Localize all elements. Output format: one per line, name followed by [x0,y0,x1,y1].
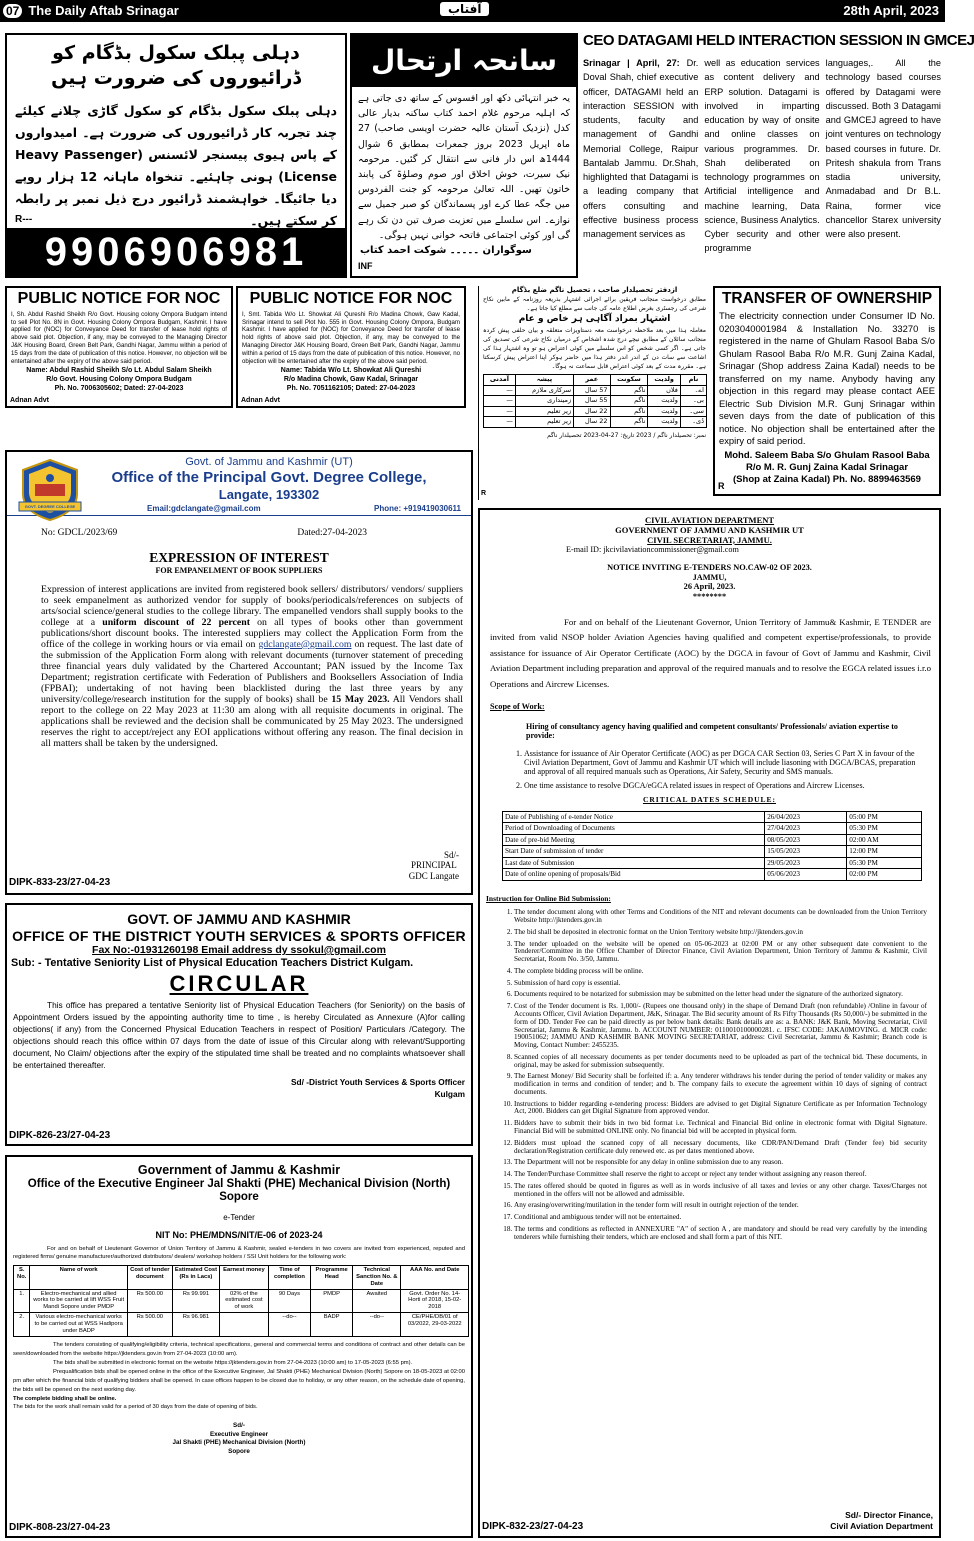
youth-signature [7,1071,471,1100]
phe-table-cell: PMDP [311,1289,353,1312]
noc1-body: I, Sh. Abdul Rashid Sheikh R/o Govt. Housing colony Ompora Budgam intend to sell Plot No. 8N in Govt. Housing Colony Ompora Budgam, Kashmir. I have applied for (NOC) for Conveyance Deed for transfer of lease hold rights of above said plot. Objection, if any, may be conveyed to the Managing Director J&K Housing Board, Green Belt Park, Gandhi Nagar, Jammu within a period of 15 days from the date of publication of this notice. However, no objection will be entertained after the expiry of the above said period. [11,310,227,365]
page-number: 07 [3,4,22,18]
phe-table-header-cell: Earnest money [220,1266,269,1289]
ca-scope-item: 2. One time assistance to resolve DGCA/eGCA related issues in respect of Operations and Aircrew Licenses. [524,781,927,790]
eoi-dipk: DIPK-833-23/27-04-23 [9,877,111,889]
noc2-title: PUBLIC NOTICE FOR NOC [249,290,453,307]
obituary-signature: سوگواران ۔۔۔۔۔ شوکت احمد کتاب [360,245,532,256]
ca-instruction-item: 2. The bid shall be deposited in electronic format on the Union Territory website http://jktenders.gov.in [514,929,927,937]
tehsildar-table-header-cell: سکونت [610,374,648,385]
noc2-agency: Adnan Advt [241,396,281,404]
ca-dept: CIVIL AVIATION DEPARTMENT [644,515,775,525]
ca-instruction-item: 10. Instructions to bidder regarding e-tendering process: Bidders are advised to get Digital Signature Certificate as per Information Technology Act, 2000. Bidders can get Digital Signature from approved vendor. [514,1101,927,1117]
ca-instruction-item: 18. The terms and conditions as reflected in ANNEXURE "A" of section A , are mandatory and should be read very carefully by the intending tenderers while furnishing their tenders, which are enclosed and shall form a part of this NIT. [514,1226,927,1242]
noc2-sign [238,367,464,393]
ca-instruction-item: 14. The Tender/Purchase Committee shall reserve the right to accept or reject any tender without assigning any reason thereof. [514,1171,927,1179]
tehsildar-table-cell: ناگم [610,385,648,396]
tehsildar-table-header-cell: ولدیت [648,374,681,385]
dps-ref: R--- [15,214,33,226]
tehsildar-title: اشتہار بمراد آگاہی ہر خاص و عام [518,314,671,325]
phe-table-cell: 02% of the estimated cost of work [220,1289,269,1312]
tehsildar-table-cell: ولدیت [648,417,681,428]
youth-govt: GOVT. OF JAMMU AND KASHMIR [127,911,351,927]
phe-sign-place: Sopore [228,1447,250,1455]
ca-schedule-row [503,846,922,857]
phe-etender: e-Tender [223,1212,255,1222]
eoi-office: Office of the Principal Govt. Degree College, [111,468,427,486]
ca-schedule-cell: 12:00 PM [847,846,922,857]
eoi-discount: uniform discount of 22 percent [102,616,250,628]
eoi-phone: Phone: +919419030611 [374,503,461,513]
ca-schedule-cell: 05:00 PM [847,811,922,822]
ca-schedule-cell: 02:00 PM [847,869,922,880]
noc1-sign [7,367,231,393]
tehsildar-table-cell: 22 سال [574,417,610,428]
masthead-bar [0,0,945,22]
phe-table-cell: Govt. Order No. 14-Horti of 2018, 15-02-2018 [401,1289,469,1312]
phe-table-cell: CE/PHE/DB/01 of 03/2022, 29-03-2022 [401,1313,469,1336]
phe-table-header-cell: S. No. [14,1266,30,1289]
youth-dipk: DIPK-826-23/27-04-23 [9,1130,111,1142]
tehsildar-body: معاملہ ہذا میں بعد ملاحظہ درخواست معہ دستاویزات متعلقہ و بیان حلفی پیش کردہ منجانب سائلان کے مطابق نیچے درج شدہ اشخاص کے درمیان نکاح شرعی کی تصدیق کی جاتی ہے۔ اگر کسی شخص کو اس سلسلے میں کوئی اعتراض ہو تو وہ اشتہار ہذا کی اشاعت سے سات دن کے اندر اندر دفتر ہذا میں حاضر ہوکر اپنا اعتراض پیش کرسکتا ہے۔ مقررہ مدت کے بعد کوئی اعتراض قابل سماعت نہ ہوگا۔ [483,326,706,370]
ca-schedule-row [503,811,922,822]
ca-schedule-cell: 26/04/2023 [765,811,847,822]
ca-city: JAMMU, [692,572,727,582]
tehsildar-table-row [484,406,707,417]
ca-govt: GOVERNMENT OF JAMMU AND KASHMIR UT [615,524,804,535]
tehsildar-table [483,374,707,428]
noc-notice-2 [236,286,466,408]
eoi-dated: Dated:27-04-2023 [297,528,367,539]
transfer-sign-name: Mohd. Saleem Baba S/o Ghulam Rasool Baba [724,449,930,461]
phe-table-header-cell: Programme Head [311,1266,353,1289]
ca-schedule-cell: 05:30 PM [847,823,922,834]
tehsildar-table-cell: ولدیت [648,406,681,417]
noc-notice-1 [5,286,233,408]
college-logo [15,456,85,524]
ca-instruction-item: 8. Scanned copies of all necessary documents as per tender documents need to be uploaded as part of the technical bid. These documents, in original, may be asked for submission subsequently. [514,1054,927,1070]
ca-instruction-item: 7. Cost of the Tender document is Rs. 1,000/- (Rupees one thousand only) in the shape of Demand Draft (non refundable) /Online in favour of Accounts Officer, Civil Aviation Department, J&K, Srinagar. The Bid security amount of Rs Fifty Thousands (Rs 50,000/-) be submitted in the form of DD. Tender Fee can be paid directly as per below bank details: Bank details are as: a. BANK: J&K Bank, Moving Secretariat, Civil Secretariat, Jammu & Kashmir, Jammu. b. ACCOUNT NUMBER: 0110010100000281. c. IFSC CODE: JAKA0MOVING. d. MICR code: 190051062; JAMMU AND KASHMIR BANK MOVING SECRETARIAT, address: Civil Secretariat, Jammu & Kashmir; Branch code is Moving, Contact Number: 2455235. [514,1003,927,1050]
phe-table-header [14,1266,469,1289]
ca-intro: For and on behalf of the Lieutenant Governor, Union Territory of Jammu& Kashmir, E TENDER are invited from valid NSOP holder Aviation Agencies having qualified and competent expertise/professionals, to provide assistance for issuance of Air Operator Certificate (AOC) by the DGCA in favour of Govt of Jammu and Kashmir, Civil Aviation Department including preparation and approval of the required manuals and to resolve the EGCA related issues i.r.o Operations and Aircrew Licenses. [490,617,931,689]
phe-table-cell: BADP [311,1313,353,1336]
phe-office: Office of the Executive Engineer Jal Shakti (PHE) Mechanical Division (North) Sopore [27,1177,451,1204]
phe-sign-sd: Sd/- [233,1422,245,1430]
phe-table-header-cell: Technical Sanction No. & Date [353,1266,401,1289]
ca-email: E-mail ID: jkcivilaviationcommissioner@gmail.com [566,545,739,555]
phe-govt: Government of Jammu & Kashmir [137,1163,341,1177]
transfer-ownership-notice [713,286,941,496]
phe-table-header-cell: AAA No. and Date [401,1266,469,1289]
ca-scope-list [480,741,939,790]
ca-schedule-cell: Date of Publishing of e-tender Notice [503,811,765,822]
ca-secretariat: CIVIL SECRETARIAT, JAMMU. [647,534,772,545]
dps-headline: دہلی پبلک سکول بڈگام کو ڈرائیوروں کی ضرورت ہیں [51,42,301,89]
transfer-title: TRANSFER OF OWNERSHIP [721,290,933,307]
transfer-body: The electricity connection under Consumer ID No. 0203040001984 & Installation No. 33270 is registered in the name of Ghulam Rasool Baba S/o Ghulam Rasool Baba R/o M.R. Gunj Zaina Kadal, Srinagar (Shop address Zaina Kadal) needs to be transferred on my name. Anybody having any objection in this regard may please contact AEE Electric Sub Division M.R. Gunj Srinagar within seven days from the date of publication of this notice. No objection shall be entertained after the expiry of said period. [719,310,935,447]
ca-instruction-item: 6. Documents required to be notarized for submission may be submitted on the letter head under the signature of the authorized signatory. [514,991,927,999]
ca-schedule-cell: 29/05/2023 [765,857,847,868]
dps-phone: 9906906981 [7,228,345,276]
youth-services-circular [5,903,473,1146]
transfer-sign-address: R/o M. R. Gunj Zaina Kadal Srinagar [745,462,909,474]
phe-table-header-cell: Cost of tender document [127,1266,172,1289]
ca-scope-item: 1. Assistance for issuance of Air Operator Certificate (AOC) as per DGCA CAR Section 03, Series C Part X in favour of the Civil Aviation Department, Govt of Jammu and Kashmir UT which will include liasoning with DGCA/BCAS, preparation and approval of all required manuals such as Operations, Air Safety, Security and SMS manuals. [524,749,927,777]
phe-table-cell: Rs 96.981 [172,1313,219,1336]
civil-aviation-tender [478,508,941,1538]
obituary-body: یہ خبر انتہائی دکھ اور افسوس کے ساتھ دی جاتی ہے کہ اہلیہ مرحوم غلام احمد کتاب ساکنہ بدیار عالی کدل (نزدیک آستان عالیہ حضرت اویسی صاحب) 27 ماہ اپریل 2023 بروز جمعرات بمطابق 6 شوال 1444ھ اس دار فانی سے انتقال کر گئیں۔ مرحومہ نیک سیرت، خوش اخلاق اور صوم وصلوٰۃ کی پابند خاتون تھیں۔ اللہ تعالیٰ مرحومہ کو جنت الفردوس میں جگہ عطا کرے اور پسماندگان کو صبر جمیل سے نوازے۔ اس سلسلے میں تعزیت صرف تین دن تک رہے گی اور کوئی اجتماعی فاتحہ خوانی نہیں ہوگی۔ [358,93,570,241]
transfer-ref: R [718,481,725,492]
tehsildar-table-header [484,374,707,385]
ca-instr-title: Instruction for Online Bid Submission: [486,893,611,903]
ca-schedule-row [503,857,922,868]
ca-instruction-item: 17. Conditional and ambiguous tender will not be entertained. [514,1214,927,1222]
eoi-deadline: 15 May 2023. [331,693,390,705]
tehsildar-table-header-cell: پیشہ [515,374,573,385]
ca-schedule-cell: 02:00 AM [847,834,922,845]
eoi-email: Email:gdclangate@gmail.com [147,503,261,513]
eoi-govt: Govt. of Jammu and Kashmir (UT) [185,456,353,468]
eoi-subtitle: FOR EMPANELMENT OF BOOK SUPPLIERS [155,565,323,575]
youth-contact: Fax No:-01931260198 Email address dy ssokul@gmail.com [92,944,386,957]
tehsildar-table-cell: ناگم [610,406,648,417]
tehsildar-table-cell: — [484,396,516,407]
eoi-body [7,575,471,750]
phe-para-3: Prequalification bids shall be opened online in the office of the Executive Engineer, Jal Shakti (PHE) Mechanical Division (North) Sopore on 18-05-2023 at 02:00 pm after which the financial bids of qualifying bidders shall be opened. In case offices happen to be closed due to holiday, or any other reason, on the schedule date of opening, the bids will be opened on the next working day. [13,1368,465,1393]
phe-table-cell: Electro-mechanical and allied works to be carried at lift WSS Fruit Mandi Sopore under PMDP [30,1289,127,1312]
tehsildar-table-cell: بی۔ [680,396,706,407]
ca-notice-title: NOTICE INVITING E-TENDERS NO.CAW-02 OF 2023. [607,562,812,572]
phe-table-cell: 90 Days [268,1289,311,1312]
phe-signature [7,1422,471,1456]
ca-instruction-item: 12. Bidders must upload the scanned copy of all necessary documents, like CDR/PAN/Demand Draft (Tender fee) bid security declaration/Registration certificate duly renewed etc. as per dates mentioned above. [514,1140,927,1156]
tehsildar-table-cell: 55 سال [574,396,610,407]
ca-notice-block [480,563,939,601]
ca-instructions-list [480,903,939,1241]
tehsildar-table-cell: — [484,385,516,396]
eoi-sign-title: PRINCIPAL [411,860,457,871]
tehsildar-urdu-notice [478,286,710,500]
tehsildar-table-cell: — [484,406,516,417]
noc1-title: PUBLIC NOTICE FOR NOC [17,290,221,307]
tehsildar-table-header-cell: عمر [574,374,610,385]
noc2-body: I, Smt. Tabida W/o Lt. Showkat Ali Qureshi R/o Madina Chowk, Gaw Kadal, Srinagar intend to sell Plot No. 555 in Govt. Housing Colony Ompora, Budgam Kashmir. I have applied for (NOC) for Conveyance Deed for transfer of lease hold rights of above said plot. Objection, if any, may be conveyed to the Managing Director J&K Housing Board, Green Belt Park, Gandhi Nagar, Jammu within a period of 15 days from the date of publication of this notice. However, no objection will be entertained after the expiry of the above said period. [242,310,460,365]
eoi-title: EXPRESSION OF INTEREST [149,549,329,565]
ca-sign-dept: Civil Aviation Department [830,1520,933,1531]
eoi-body-c: on request. The last date of the submission of the Application Form along with relevant documents (turnover statement of preceding three financial years duly validated by the Chartered Accountant; PAN issued by the Income Tax Department; registration certificate with Federation of Publishers and Booksellers Association of India (FPBAI); undertaking of not having been blacklisted during the last three years by any university/college/research institution for the supply of books) shall be [41,638,463,705]
youth-sign-place: Kulgam [434,1088,465,1099]
ca-schedule-cell: Start Date of submission of tender [503,846,765,857]
ca-schedule-cell: 08/05/2023 [765,834,847,845]
eoi-sign-college: GDC Langate [408,870,459,881]
ca-schedule-cell: Last date of Submission [503,857,765,868]
paper-logo: آفتاب [440,2,489,16]
obituary-ref: INF [358,261,373,272]
phe-para-5: The bids for the work shall remain valid for a period of 30 days from the date of opening of bids. [13,1404,258,1411]
tehsildar-table-cell: زیر تعلیم [515,417,573,428]
college-logo-text: GOVT. DEGREE COLLEGE LANGATE [24,504,76,516]
ca-schedule-cell: Date of pre-bid Meeting [503,834,765,845]
tehsildar-table-row [484,385,707,396]
paper-name: The Daily Aftab Srinagar [28,3,179,19]
youth-sign-title: Sd/ -District Youth Services & Sports Officer [291,1077,465,1088]
tehsildar-table-header-cell: آمدنی [484,374,516,385]
noc2-sign-address: R/o Madina Chowk, Gaw Kadal, Srinagar [283,376,419,384]
ca-scope-sub: Hiring of consultancy agency having qualified and competent consultants/ Professionals/ aviation expertise to provide: [526,721,898,741]
tehsildar-table-cell: سرکاری ملازم [515,385,573,396]
eoi-body-d: All Vendors shall report to the college on 22 May 2023 at 11:30 am along with all requisite documents in original. The applications shall be reviewed and the decision shall be communicated by 25 May 2023. The undersigned reserves the right to accept/reject any EOI applications without offering any reason. The final decision in all matters shall be taken by the undersigned. [41,693,463,749]
tehsildar-table-cell: سی۔ [680,406,706,417]
ca-instruction-item: 5. Submission of hard copy is essential. [514,980,927,988]
phe-table-cell: 2. [14,1313,30,1336]
eoi-number: No: GDCL/2023/69 [41,528,118,539]
phe-table-cell: Rs 500.00 [127,1289,172,1312]
eoi-email-link[interactable]: gdclangate@gmail.com [258,638,352,650]
phe-table-cell: --do-- [353,1313,401,1336]
ca-schedule-cell: Date of online opening of proposals/Bid [503,869,765,880]
ca-instruction-item: 15. The rates offered should be quoted in figures as well as in words inclusive of all taxes and levies or any other charge. Taxes/Charges not mentioned in the offers will not be allowed and admissible. [514,1183,927,1199]
noc2-sign-name: Name: Tabida W/o Lt. Showkat Ali Qureshi [280,367,422,375]
obituary-title: سانحہ ارتحال [352,35,576,87]
phe-work-table [13,1265,469,1336]
tehsildar-header: ازدفتر تحصیلدار صاحب ، تحصیل ناگم ضلع بڈگام [511,286,678,294]
phe-table-cell: --do-- [268,1313,311,1336]
phe-table-row [14,1313,469,1336]
phe-terms [7,1339,471,1415]
eoi-notice [5,450,473,895]
eoi-sign-sd: Sd/- [443,850,459,860]
phe-table-cell: Rs 99.991 [172,1289,219,1312]
ceo-article [583,30,974,278]
transfer-sign [715,450,939,487]
ca-schedule-cell: 27/04/2023 [765,823,847,834]
phe-dipk: DIPK-808-23/27-04-23 [9,1522,111,1534]
tehsildar-table-cell: فلاں [648,385,681,396]
ca-instruction-item: 1. The tender document along with other Terms and Conditions of the NIT and relevant documents can be downloaded from the Union Territory Website http://jktenders.gov.in [514,909,927,925]
ceo-column-3: languages,. All the technology based courses offered by Datagami were discussed. Both 3 Datagami and GMCEJ agreed to have joint ventures on technology based courses in future. Dr. Pritesh shakula from Trans stadia university, Anmadabad and Dr B.L. Raina, former vice chancellor Starex university were also present. [825,58,941,239]
dps-driver-ad [5,33,347,278]
phe-para-2: The bids shall be submitted in electronic format on the website https://jktenders.gov.in from 27-04-2023 (10:00 am) to 17-05-2023 (6:55 pm). [53,1359,413,1366]
tehsildar-table-cell: زمینداری [515,396,573,407]
phe-nit-number: NIT No: PHE/MDNS/NIT/E-06 of 2023-24 [155,1230,323,1241]
ca-instruction-item: 11. Bidders have to submit their bids in two bid format i.e. Technical and Financial Bid online in electronic format with Digital Signature. Financial Bid will be submitted ONLINE only. No financial bid will be accepted in physical form. [514,1120,927,1136]
phe-table-cell: Rs 500.00 [127,1313,172,1336]
tehsildar-table-cell: — [484,417,516,428]
noc1-agency: Adnan Advt [10,396,50,404]
obituary-notice [350,33,578,278]
tehsildar-ref: R [481,489,487,497]
eoi-body-b: on all types of books other than government publications/short discount books. The interested suppliers may collect the Application Form from the office of the college in working hours or via email on [41,616,464,650]
noc1-sign-phone: Ph. No. 7006305602; Dated: 27-04-2023 [54,384,184,392]
ca-scope-title: Scope of Work: [490,702,545,712]
ca-stars: ******** [692,591,727,601]
youth-subject: Sub: - Tentative Seniority List of Physical Education Teachers District Kulgam. [11,957,414,970]
phe-para-1: The tenders consisting of qualifying/eligibility criteria, technical specifications, general and commercial terms and conditions of contract and other details can be seen/downloaded from the website https://jktenders.gov.in from 27-04-2023 (10:00 am). [13,1341,465,1357]
ca-instruction-item: 3. The tender uploaded on the website will be opened on 05-06-2023 at 02:00 PM or any other subsequent date convenient to the Tenderer/Committee in the Office Chamber of Director Finance, Civil Aviation Department, Union Territory of Jammu & Kashmir, Civil Secretariat, Room No. 3/50, Jammu. [514,941,927,964]
tehsildar-table-row [484,396,707,407]
ca-sign-title: Sd/- Director Finance, [845,1509,933,1520]
ca-instruction-item: 4. The complete bidding process will be online. [514,968,927,976]
ca-schedule-title: CRITICAL DATES SCHEDULE: [642,794,777,804]
youth-body: This office has prepared a tentative Seniority list of Physical Education Teachers (for Seniority) on the basis of Appointment Orders issued by the appointing authority time to time , is hereby Circulated as Annexure (A)for calling objections( if any) from the Concerned Physical Education Teachers in respect of Position/ Particulars /Category. The objections should reach this office within 07 days from the date of issue of this Circular along with relevant/Supporting document, No Claim/ objections after the expiry of the stipulated time shall be treated and no complaints whatsoever shall be entertained thereafter. [13,1000,465,1071]
ceo-col1-text: Dr. Doval Shah, chief executive officer, DATAGAMI held an interaction SESSION with students, faculty and management of Gandhi Memorial College, Raipur Bantalab Jammu. Dr.Shah, highlighted that Datagami is a leading company that offers consulting and effective business process management services as [583,58,699,239]
youth-circular-title: CIRCULAR [169,971,309,997]
transfer-sign-phone: (Shop at Zaina Kadal) Ph. No. 8899463569 [733,474,921,486]
tehsildar-table-header-cell: نام [680,374,706,385]
tehsildar-table-cell: ناگم [610,396,648,407]
ca-schedule-row [503,834,922,845]
ca-signature [830,1510,933,1532]
tehsildar-table-cell: زیر تعلیم [515,406,573,417]
ca-schedule-cell: 15/05/2023 [765,846,847,857]
phe-table-cell: Awaited [353,1289,401,1312]
noc1-sign-address: R/o Govt. Housing Colony Ompora Budgam [46,376,192,384]
tehsildar-intro: مطابق درخواست منجانب فریقین برائے اجرائی اشتہار بذریعہ روزنامہ کے مابین نکاح شرعی کی رجسٹری بغرض اطلاع عامہ کی جانب سے مطلع کیا جاتا ہے۔ [483,296,706,313]
ceo-headline: CEO DATAGAMI HELD INTERACTION SESSION IN GMCEJ [583,32,974,49]
tehsildar-table-cell: ڈی۔ [680,417,706,428]
ca-schedule-table [502,811,922,881]
phe-table-header-cell: Estimated Cost (Rs in Lacs) [172,1266,219,1289]
ca-schedule-row [503,869,922,880]
ceo-column-2: well as education services as content delivery and ERP solution. Datagami is involved in imparting education by way of onsite and online classes on various programmes. Dr. Shah deliberated on technology programmes on Artificial intelligence and machine learning, Data science, Business Analytics. Cyber security and other programme [704,58,820,254]
ca-date: 26 April, 2023. [683,582,736,592]
ceo-dateline: Srinagar | April, 27: [583,58,680,68]
ceo-column-1 [583,56,698,256]
ca-schedule-cell: 05:30 PM [847,857,922,868]
issue-date: 28th April, 2023 [843,3,939,19]
tehsildar-table-row [484,417,707,428]
phe-intro: For and on behalf of Lieutenant Governor of Union Territory of Jammu & Kashmir, sealed e-tenders in two covers are invited from experienced, reputed and registered firms/ genuine manufacturer/authorized distributors/ dealers/ workshop holders / SSI Unit holders for the following work: [13,1245,465,1261]
phe-para-4: The complete bidding shall be online. [13,1395,117,1402]
phe-sign-division: Jal Shakti (PHE) Mechanical Division (North) [172,1439,306,1447]
ca-header [480,516,939,545]
ca-dipk: DIPK-832-23/27-04-23 [482,1521,584,1533]
youth-office: OFFICE OF THE DISTRICT YOUTH SERVICES & SPORTS OFFICER [12,927,466,944]
phe-table-cell: Various electro-mechanical works to be carried out at WSS Hadipora under BADP [30,1313,127,1336]
tehsildar-table-cell: ناگم [610,417,648,428]
tehsildar-table-cell: 57 سال [574,385,610,396]
phe-table-row [14,1289,469,1312]
ca-schedule-row [503,823,922,834]
ca-instruction-item: 16. Any erasing/overwriting/mutilation in the tender form will result in outright rejection of the tender. [514,1202,927,1210]
tehsildar-table-cell: اے۔ [680,385,706,396]
dps-body: دہلی پبلک سکول بڈگام کو سکول گاڑی چلانے کیلئے چند تجربہ کار ڈرائیوروں کی ضرورت ہے۔ امیدواروں کے پاس ہیوی پیسنجر لائسنس (Heavy Passenger License) ہونی چاہئیے۔ تنخواہ ماہانہ 12 ہزار روپے دیا جائیگا۔ خواہشمند ڈرائیور درج ذیل نمبر پر رابطہ کر سکتے ہیں۔ [15,103,337,228]
phe-table-cell [220,1313,269,1336]
noc2-sign-phone: Ph. No. 7051162105; Dated: 27-04-2023 [286,384,416,392]
ca-instruction-item: 9. The Earnest Money/ Bid Security shall be forfeited if: a. Any tenderer withdraws his tender during the period of tender validity or makes any modification in terms and condition of tender; and b. The company fails to execute the agreement within 10 days of signing of contract documents. [514,1073,927,1096]
tehsildar-table-cell: ولدیت [648,396,681,407]
phe-table-header-cell: Name of work [30,1266,127,1289]
phe-tender [5,1155,473,1538]
ca-schedule-cell: 05/06/2023 [765,869,847,880]
tehsildar-table-cell: 22 سال [574,406,610,417]
phe-table-cell: 1. [14,1289,30,1312]
phe-sign-title: Executive Engineer [209,1430,269,1438]
ca-schedule-cell: Period of Downloading of Documents [503,823,765,834]
tehsildar-footer: نمبر: تحصیلدار ناگم / 2023 تاریخ: 27-04-2023 تحصیلدار ناگم [547,432,706,440]
ca-instruction-item: 13. The Department will not be responsible for any delay in online submission due to any reason. [514,1159,927,1167]
eoi-place: Langate, 193302 [218,486,320,502]
eoi-body-a: Expression of interest applications are invited from registered book sellers/ distributors/ vendors/ suppliers to seek empanelment as authorized vendor for supply of books/periodicals/references on subjects of arts/social science/general studies to the college library. The empanelled vendors shall supply books to the college at a [41,583,463,628]
phe-table-header-cell: Time of completion [268,1266,311,1289]
noc1-sign-name: Name: Abdul Rashid Sheikh S/o Lt. Abdul Salam Sheikh [26,367,212,375]
eoi-signature [409,850,459,881]
